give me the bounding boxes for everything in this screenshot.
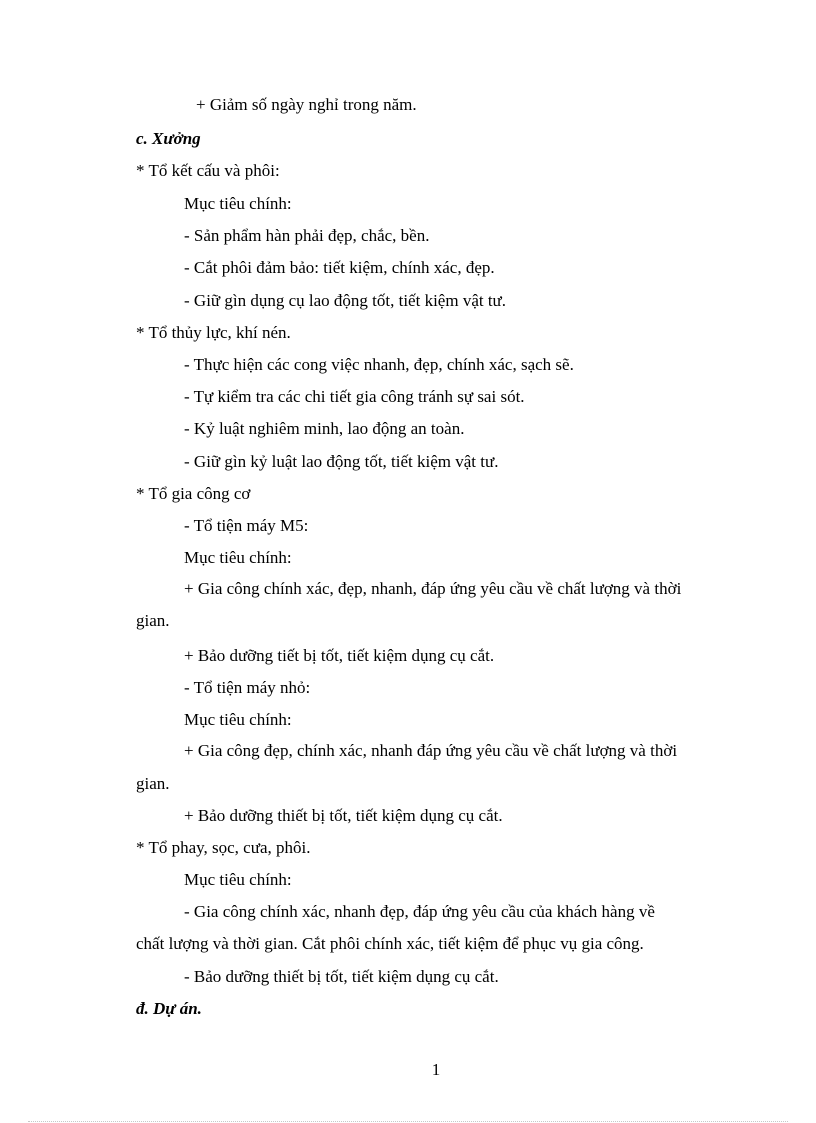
text-line: - Kỷ luật nghiêm minh, lao động an toàn. (184, 419, 465, 438)
section-heading: c. Xưởng (136, 129, 201, 148)
text-line: - Tổ tiện máy nhỏ: (184, 678, 311, 697)
text-line: gian. (136, 611, 170, 630)
text-line: * Tổ gia công cơ (136, 484, 251, 503)
text-line: + Gia công đẹp, chính xác, nhanh đáp ứng yêu cầu về chất lượng và thời (184, 741, 678, 760)
text-line: - Giữ gìn dụng cụ lao động tốt, tiết kiệm vật tư. (184, 291, 507, 310)
text-line: + Giảm số ngày nghỉ trong năm. (196, 95, 417, 114)
text-line: * Tổ kết cấu và phôi: (136, 161, 280, 180)
section-heading: đ. Dự án. (136, 999, 202, 1018)
text-line: - Thực hiện các cong việc nhanh, đẹp, chính xác, sạch sẽ. (184, 355, 574, 374)
text-line: * Tổ thủy lực, khí nén. (136, 323, 291, 342)
text-line: + Bảo dưỡng thiết bị tốt, tiết kiệm dụng cụ cắt. (184, 806, 503, 825)
text-line: Mục tiêu chính: (184, 194, 292, 213)
text-line: + Gia công chính xác, đẹp, nhanh, đáp ứng yêu cầu về chất lượng và thời (184, 579, 682, 598)
text-line: - Sản phẩm hàn phải đẹp, chắc, bền. (184, 226, 430, 245)
text-line: chất lượng và thời gian. Cắt phôi chính xác, tiết kiệm để phục vụ gia công. (136, 934, 644, 953)
text-line: * Tổ phay, sọc, cưa, phôi. (136, 838, 311, 857)
text-line: gian. (136, 774, 170, 793)
text-line: - Giữ gìn kỷ luật lao động tốt, tiết kiệm vật tư. (184, 452, 499, 471)
text-line: + Bảo dưỡng tiết bị tốt, tiết kiệm dụng cụ cắt. (184, 646, 495, 665)
page-bottom-divider (28, 1121, 788, 1122)
text-line: Mục tiêu chính: (184, 548, 292, 567)
text-line: - Tự kiểm tra các chi tiết gia công tránh sự sai sót. (184, 387, 525, 406)
text-line: - Gia công chính xác, nhanh đẹp, đáp ứng yêu cầu của khách hàng về (184, 902, 655, 921)
text-line: Mục tiêu chính: (184, 870, 292, 889)
text-line: - Bảo dưỡng thiết bị tốt, tiết kiệm dụng cụ cắt. (184, 967, 499, 986)
page-number: 1 (431, 1060, 441, 1079)
text-line: - Cắt phôi đảm bảo: tiết kiệm, chính xác, đẹp. (184, 258, 495, 277)
text-line: Mục tiêu chính: (184, 710, 292, 729)
text-line: - Tổ tiện máy M5: (184, 516, 309, 535)
